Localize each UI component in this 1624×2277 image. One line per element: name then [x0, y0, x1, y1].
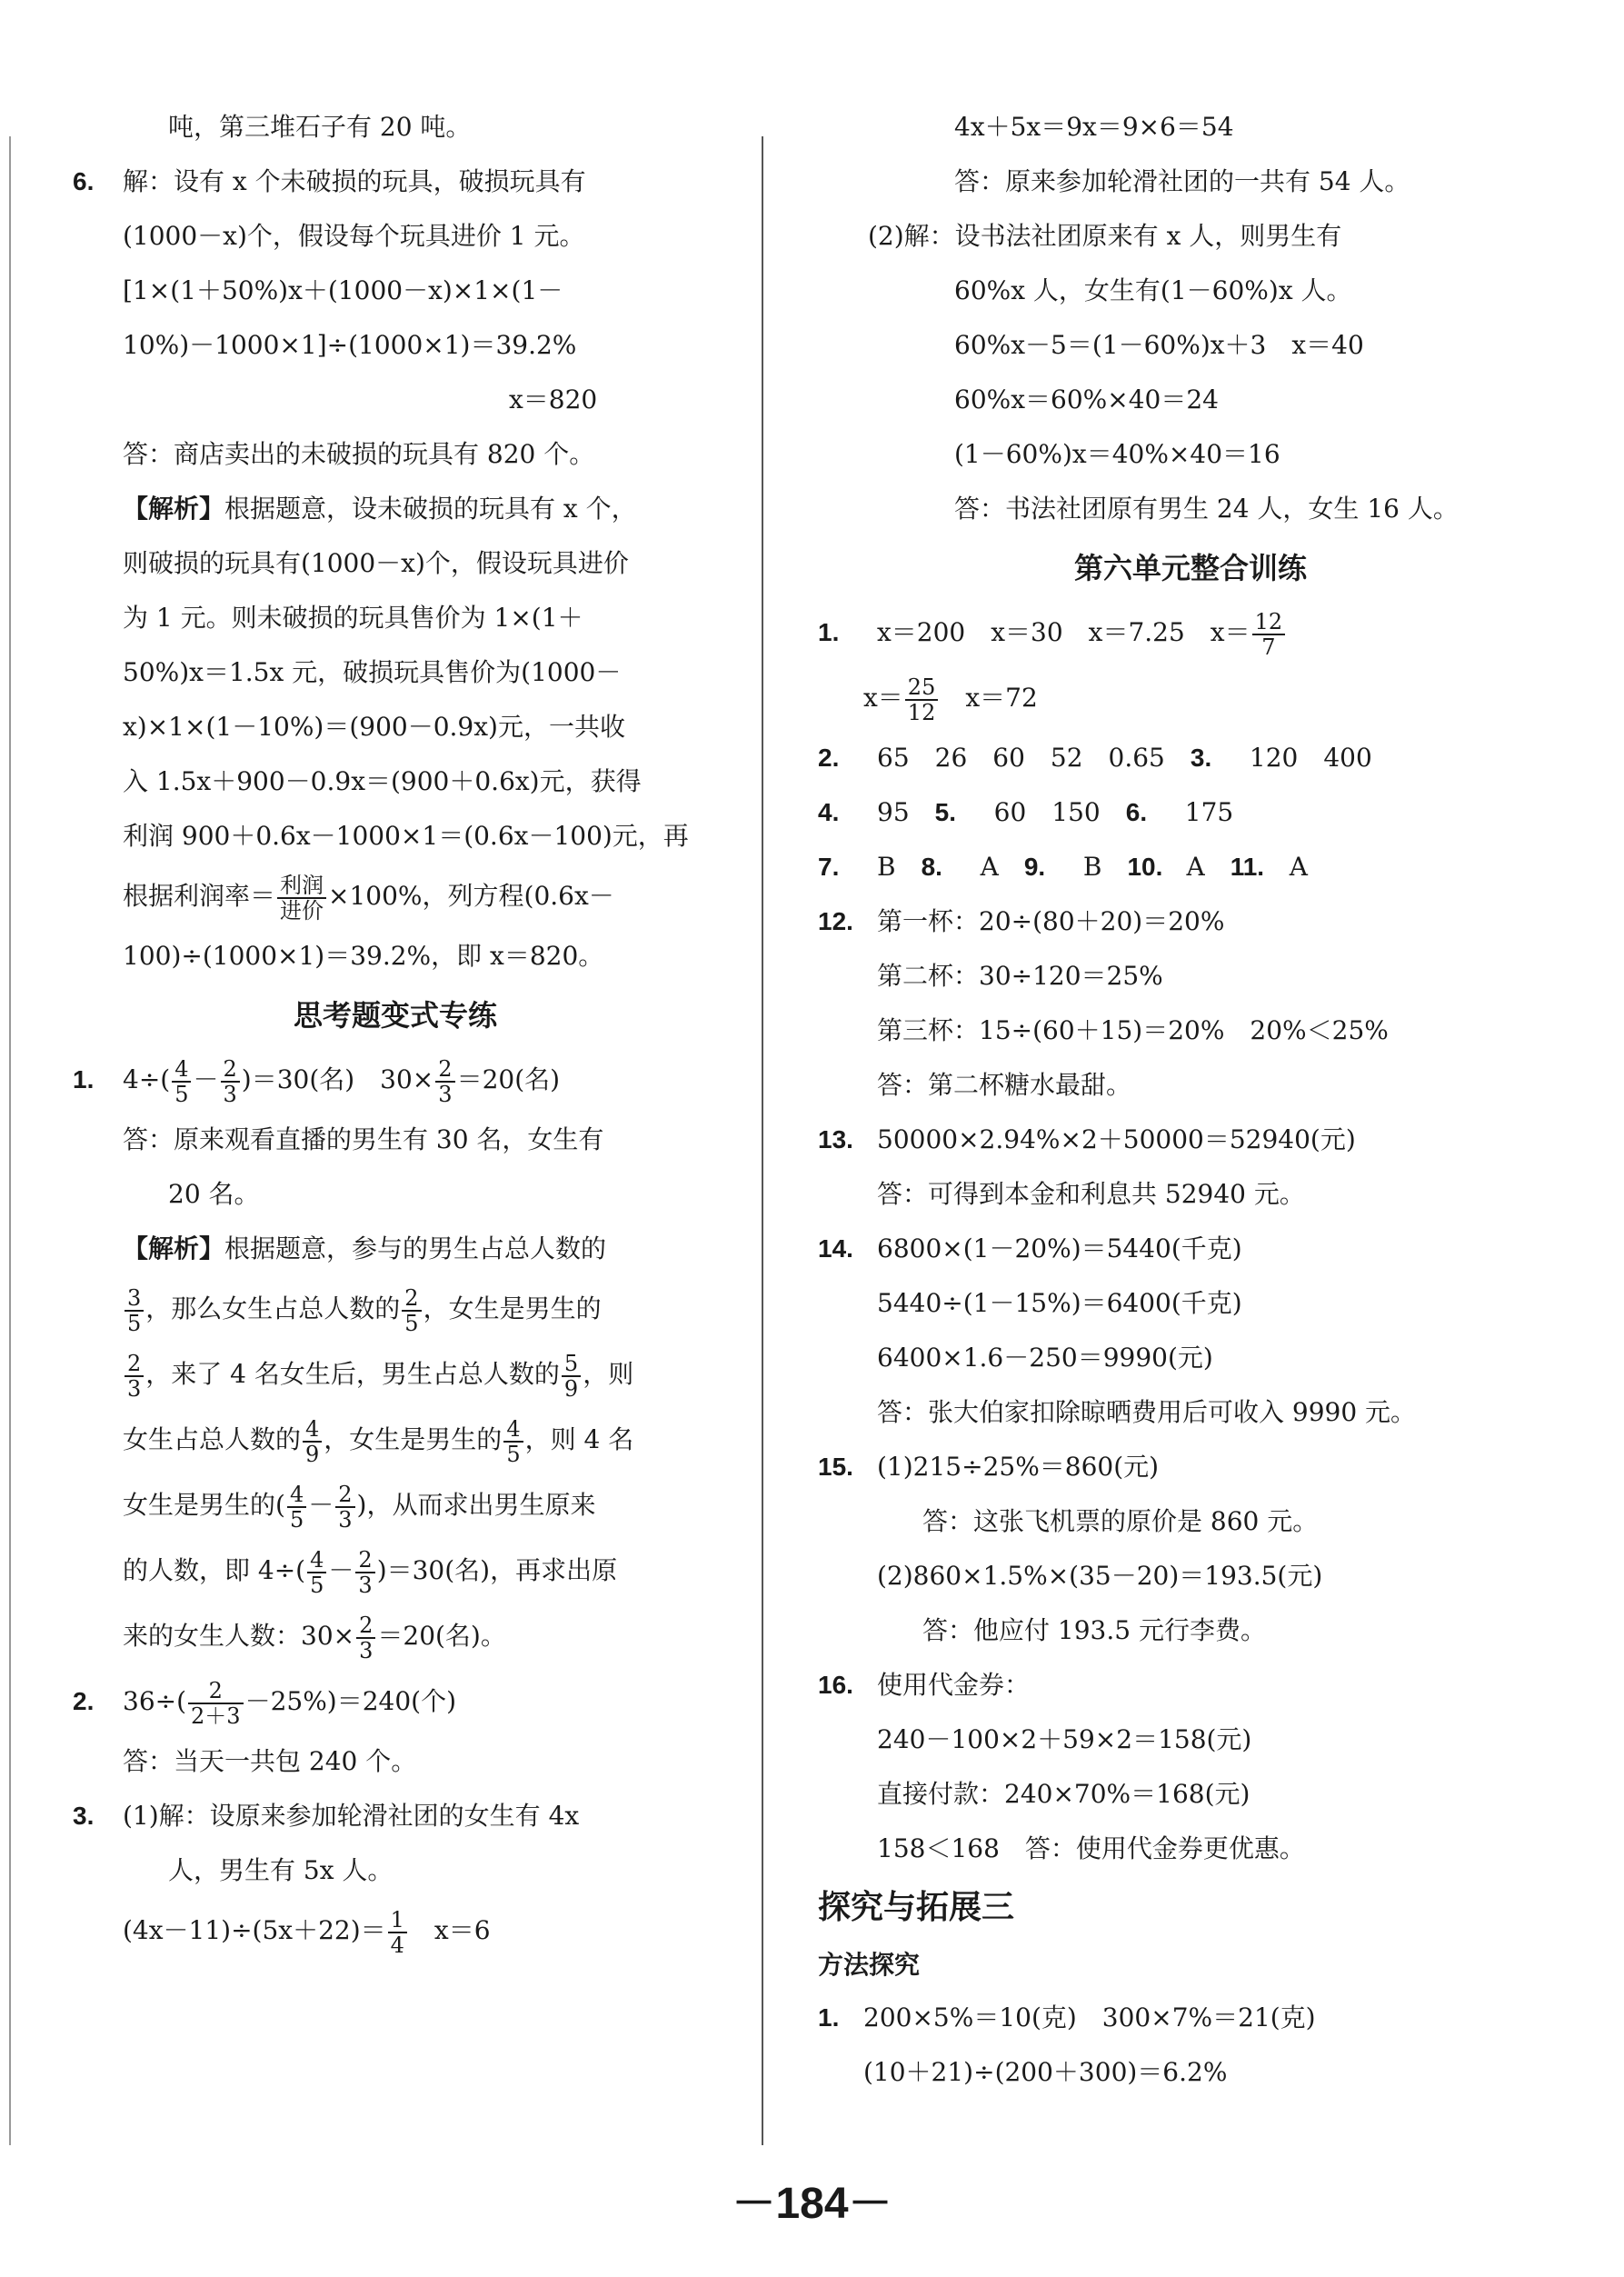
denominator: 7	[1261, 634, 1276, 660]
right-column	[818, 100, 1563, 2100]
section-heading: 探究与拓展三	[818, 1889, 1015, 1926]
fraction	[307, 1548, 326, 1597]
answer-line: 答：当天一共包 240 个。	[123, 1746, 417, 1776]
numerator: 2	[188, 1679, 244, 1704]
question-number: 16.	[818, 1671, 853, 1699]
text: 根据题意，设未破损的玩具有 x 个，	[224, 494, 637, 524]
text-line: 入 1.5x＋900－0.9x＝(900＋0.6x)元，获得	[123, 766, 642, 796]
answer-line: 答：书法社团原有男生 24 人，女生 16 人。	[954, 494, 1459, 524]
text: ，那么女生占总人数的	[145, 1293, 401, 1323]
fraction	[905, 675, 939, 724]
section-heading: 第六单元整合训练	[1073, 551, 1307, 585]
question-number: 3.	[1190, 744, 1212, 772]
text: 女生是男生的(	[123, 1490, 285, 1520]
text: 使用代金券：	[877, 1670, 1031, 1700]
left-column	[73, 100, 718, 1963]
text-line	[73, 1407, 718, 1473]
subsection-heading: 方法探究	[818, 1950, 921, 1980]
denominator: 3	[127, 1375, 142, 1402]
answers-4-6	[818, 785, 1563, 840]
analysis-tag: 【解析】	[123, 1233, 225, 1263]
text: ，来了 4 名女生后，男生占总人数的	[145, 1359, 560, 1389]
text-line: 5440÷(1－15%)＝6400(千克)	[877, 1288, 1242, 1318]
numerator: 4	[303, 1417, 322, 1443]
numerator: 4	[503, 1417, 523, 1443]
fraction	[356, 1613, 375, 1663]
text: 60 150	[993, 797, 1101, 827]
numerator: 4	[307, 1548, 326, 1573]
text: 第一杯：20÷(80＋20)＝20%	[877, 906, 1225, 936]
answers-7-11	[818, 840, 1563, 894]
text-line: [1×(1＋50%)x＋(1000－x)×1×(1－	[123, 275, 563, 305]
text: 6800×(1－20%)＝5440(千克)	[877, 1233, 1242, 1263]
text: ，女生是男生的	[423, 1293, 602, 1323]
unit-question-16	[818, 1658, 1563, 1713]
fraction	[355, 1548, 374, 1597]
text-line: 利润 900＋0.6x－1000×1＝(0.6x－100)元，再	[123, 821, 689, 851]
denominator: 5	[506, 1441, 521, 1467]
denominator: 3	[438, 1081, 453, 1107]
unit-question-12	[818, 894, 1563, 949]
question-number: 15.	[818, 1453, 853, 1481]
question-number: 7.	[818, 853, 840, 881]
text-line: 50%)x＝1.5x 元，破损玩具售价为(1000－	[123, 657, 622, 687]
text: 200×5%＝10(克) 300×7%＝21(克)	[863, 2002, 1316, 2032]
numerator: 12	[1252, 610, 1286, 635]
text-line: (10＋21)÷(200＋300)＝6.2%	[863, 2057, 1228, 2087]
text-line: (1－60%)x＝40%×40＝16	[954, 439, 1280, 469]
fraction	[221, 1057, 240, 1106]
text: B	[1082, 852, 1102, 882]
denominator: 12	[907, 699, 936, 725]
denominator: 3	[359, 1637, 374, 1663]
explore-question-1	[818, 1991, 1563, 2045]
answer-line: 答：商店卖出的未破损的玩具有 820 个。	[123, 439, 595, 469]
text-line: 人，男生有 5x 人。	[168, 1855, 394, 1885]
text: B	[877, 852, 896, 882]
text: 50000×2.94%×2＋50000＝52940(元)	[877, 1124, 1356, 1154]
numerator: 2	[335, 1483, 354, 1508]
text: ，女生是男生的	[324, 1424, 503, 1454]
question-2	[73, 1669, 718, 1734]
text: 根据题意，参与的男生占总人数的	[224, 1233, 607, 1263]
text: ，则	[583, 1359, 634, 1389]
text: (4x－11)÷(5x＋22)＝	[123, 1915, 386, 1945]
fraction	[125, 1352, 144, 1401]
page-number: －184－	[732, 2180, 892, 2228]
text: ＝20(名)。	[377, 1621, 506, 1651]
answers-2-3	[818, 731, 1563, 785]
question-6	[73, 155, 718, 209]
denominator: 5	[310, 1572, 324, 1598]
question-number: 6.	[73, 167, 95, 195]
answer-line: 答：原来参加轮滑社团的一共有 54 人。	[954, 166, 1410, 196]
question-number: 6.	[1125, 798, 1148, 826]
text: ×100%，列方程(0.6x－	[328, 881, 614, 911]
question-number: 14.	[818, 1234, 853, 1263]
text-line: 240－100×2＋59×2＝158(元)	[877, 1724, 1252, 1754]
text-line: 4x＋5x＝9x＝9×6＝54	[954, 112, 1234, 142]
numerator: 25	[905, 675, 939, 701]
text-line: 60%x－5＝(1－60%)x＋3 x＝40	[954, 330, 1364, 360]
denominator: 5	[404, 1310, 419, 1336]
numerator: 2	[435, 1057, 454, 1083]
text: )＝30(名)，再求出原	[376, 1555, 618, 1585]
denominator: 3	[338, 1506, 353, 1533]
denominator: 3	[223, 1081, 237, 1107]
text: 95	[877, 797, 910, 827]
numerator: 4	[172, 1057, 191, 1083]
question-number: 13.	[818, 1125, 853, 1153]
question-number: 1.	[818, 618, 840, 646]
denominator: 5	[174, 1081, 189, 1107]
text-line: 则破损的玩具有(1000－x)个，假设玩具进价	[123, 548, 629, 578]
text: (1)解：设原来参加轮滑社团的女生有 4x	[123, 1801, 580, 1831]
denominator: 9	[305, 1441, 320, 1467]
question-1	[73, 1047, 718, 1113]
numerator: 2	[221, 1057, 240, 1083]
answer-line: 答：这张飞机票的原价是 860 元。	[922, 1506, 1319, 1536]
text: 的人数，即 4÷(	[123, 1555, 306, 1585]
answer-line: 20 名。	[168, 1179, 260, 1209]
text-line: 吨，第三堆石子有 20 吨。	[168, 112, 472, 142]
text: x＝72	[965, 683, 1038, 713]
fraction	[287, 1483, 306, 1532]
question-number: 3.	[73, 1802, 95, 1830]
text-line	[818, 665, 1563, 731]
text-line: (2)解：设书法社团原来有 x 人，则男生有	[868, 221, 1342, 251]
text-line: 100)÷(1000×1)＝39.2%，即 x＝820。	[123, 941, 604, 971]
fraction	[562, 1352, 581, 1401]
left-margin-line	[9, 136, 11, 2145]
text: A	[1186, 852, 1205, 882]
fraction	[503, 1417, 523, 1466]
numerator: 2	[402, 1286, 421, 1312]
text-line: 第三杯：15÷(60＋15)＝20% 20%＜25%	[877, 1015, 1389, 1045]
text: ＝20(名)	[456, 1064, 561, 1094]
text-line: 60%x 人，女生有(1－60%)x 人。	[954, 275, 1352, 305]
analysis-line	[73, 482, 718, 536]
text: x＝200 x＝30 x＝7.25 x＝	[877, 617, 1250, 647]
fraction	[188, 1679, 244, 1728]
question-3	[73, 1789, 718, 1843]
answer-line: 答：可得到本金和利息共 52940 元。	[877, 1179, 1305, 1209]
text: 女生占总人数的	[123, 1424, 302, 1454]
numerator: 5	[562, 1352, 581, 1377]
text-line: 6400×1.6－250＝9990(元)	[877, 1343, 1213, 1373]
text-line: 第二杯：30÷120＝25%	[877, 961, 1163, 991]
text: A	[980, 852, 999, 882]
question-number: 12.	[818, 907, 853, 935]
text: x＝	[863, 683, 903, 713]
denominator: 9	[563, 1375, 579, 1402]
answer-line: 答：他应付 193.5 元行李费。	[922, 1615, 1266, 1645]
unit-question-14	[818, 1222, 1563, 1276]
numerator: 2	[356, 1613, 375, 1639]
text-line: 60%x＝60%×40＝24	[954, 384, 1219, 414]
analysis-tag: 【解析】	[123, 494, 225, 524]
fraction	[303, 1417, 322, 1466]
text-line	[73, 1538, 718, 1603]
text: －	[308, 1490, 334, 1520]
fraction	[388, 1908, 407, 1957]
answer-line: 答：原来观看直播的男生有 30 名，女生有	[123, 1124, 604, 1154]
question-number: 11.	[1230, 853, 1265, 881]
unit-question-15	[818, 1440, 1563, 1494]
text: )，从而求出男生原来	[356, 1490, 596, 1520]
text-line: (2)860×1.5%×(35－20)＝193.5(元)	[877, 1561, 1323, 1591]
text: 4÷(	[123, 1064, 171, 1094]
answer-line: 158＜168 答：使用代金券更优惠。	[877, 1833, 1305, 1863]
numerator: 2	[125, 1352, 144, 1377]
fraction	[335, 1483, 354, 1532]
fraction	[125, 1286, 144, 1335]
fraction	[1252, 610, 1286, 659]
numerator: 1	[388, 1908, 407, 1933]
text: 175	[1184, 797, 1234, 827]
text-line: 为 1 元。则未破损的玩具售价为 1×(1＋	[123, 603, 583, 633]
text: A	[1289, 852, 1308, 882]
numerator: 4	[287, 1483, 306, 1508]
numerator: 3	[125, 1286, 144, 1312]
question-number: 4.	[818, 798, 840, 826]
text-line: x＝820	[509, 384, 598, 414]
analysis-line	[73, 1222, 718, 1276]
question-number: 5.	[934, 798, 957, 826]
question-number: 2.	[818, 744, 840, 772]
question-number: 1.	[73, 1065, 95, 1094]
text: 来的女生人数：30×	[123, 1621, 355, 1651]
text: 65 26 60 52 0.65	[877, 743, 1165, 773]
denominator: 3	[358, 1572, 373, 1598]
denominator: 4	[390, 1932, 404, 1958]
question-number: 8.	[921, 853, 942, 881]
fraction	[172, 1057, 191, 1106]
answer-line: 答：第二杯糖水最甜。	[877, 1070, 1132, 1100]
text-line	[73, 1603, 718, 1669]
text-line	[73, 864, 718, 929]
denominator: 进价	[280, 897, 324, 924]
text: x＝6	[408, 1915, 491, 1945]
denominator: 5	[127, 1310, 142, 1336]
text-line	[73, 1342, 718, 1407]
text: －	[193, 1064, 219, 1094]
text: 解：设有 x 个未破损的玩具，破损玩具有	[123, 166, 586, 196]
numerator: 2	[355, 1548, 374, 1573]
text: (1)215÷25%＝860(元)	[877, 1452, 1160, 1482]
text-line	[73, 1473, 718, 1538]
fraction	[277, 874, 326, 923]
text-line: 10%)－1000×1]÷(1000×1)＝39.2%	[123, 330, 577, 360]
question-number: 9.	[1023, 853, 1046, 881]
column-divider	[762, 136, 763, 2145]
text: 36÷(	[123, 1686, 187, 1716]
question-number: 10.	[1127, 853, 1163, 881]
denominator: 5	[289, 1506, 304, 1533]
denominator: 2＋3	[191, 1703, 241, 1729]
text-line: (1000－x)个，假设每个玩具进价 1 元。	[123, 221, 585, 251]
answer-line: 答：张大伯家扣除晾晒费用后可收入 9990 元。	[877, 1397, 1417, 1427]
question-number: 2.	[73, 1687, 95, 1715]
text: 120 400	[1249, 743, 1372, 773]
fraction	[435, 1057, 454, 1106]
text: )＝30(名) 30×	[241, 1064, 434, 1094]
text-line	[73, 1276, 718, 1342]
numerator: 利润	[277, 874, 326, 899]
text: －	[328, 1555, 354, 1585]
text: ，则 4 名	[524, 1424, 634, 1454]
text-line: 直接付款：240×70%＝168(元)	[877, 1779, 1250, 1809]
text: －25%)＝240(个)	[244, 1686, 457, 1716]
text-line: x)×1×(1－10%)＝(900－0.9x)元，一共收	[123, 712, 625, 742]
text: 根据利润率＝	[123, 881, 276, 911]
unit-question-13	[818, 1113, 1563, 1167]
unit-question-1	[818, 600, 1563, 665]
text-line	[73, 1898, 718, 1963]
fraction	[402, 1286, 421, 1335]
section-heading: 思考题变式专练	[293, 998, 497, 1033]
question-number: 1.	[818, 2003, 840, 2032]
